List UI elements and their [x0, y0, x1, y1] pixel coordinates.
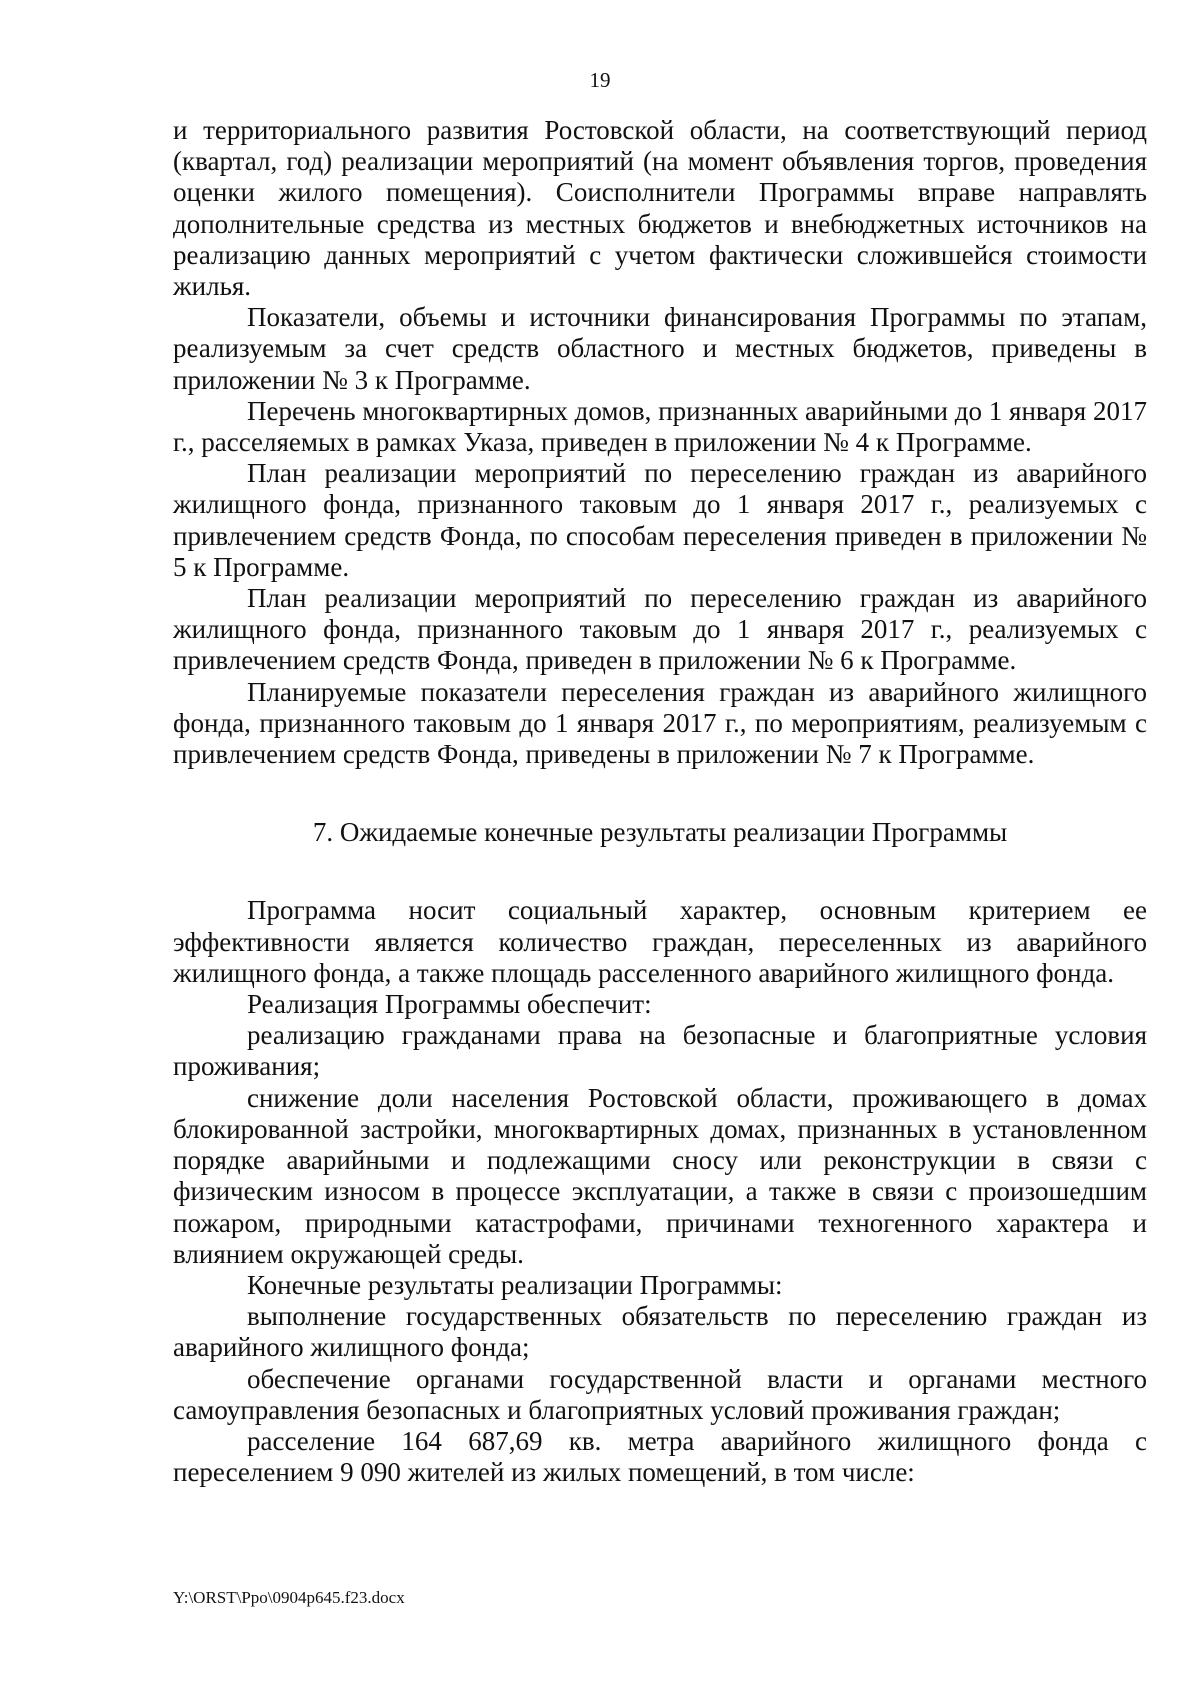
paragraph: Программа носит социальный характер, основным критерием ее эффективности является количество граждан, переселенных из аварийного жилищного фонда, а также площадь расселенного аварийного жилищного фонда. [173, 895, 1147, 988]
paragraph: Планируемые показатели переселения граждан из аварийного жилищного фонда, признанного таковым до 1 января 2017 г., по мероприятиям, реализуемым с привлечением средств Фонда, приведены в приложении № 7 к Программе. [173, 676, 1147, 770]
paragraph: и территориального развития Ростовской области, на соответствующий период (квартал, год) реализации мероприятий (на момент объявления торгов, проведения оценки жилого помещения). Соисполнители Программы вправе направлять дополнительные средства из местных бюджетов и внебюджетных источников на реализацию данных мероприятий с учетом фактически сложившейся стоимости жилья. [173, 115, 1147, 302]
paragraph: План реализации мероприятий по переселению граждан из аварийного жилищного фонда, признанного таковым до 1 января 2017 г., реализуемых с привлечением средств Фонда, приведен в приложении № 6 к Программе. [173, 583, 1147, 676]
document-body [173, 115, 1147, 1488]
paragraph: План реализации мероприятий по переселению граждан из аварийного жилищного фонда, признанного таковым до 1 января 2017 г., реализуемых с привлечением средств Фонда, по способам переселения приведен в приложении № 5 к Программе. [173, 458, 1147, 582]
page-number: 19 [589, 68, 611, 92]
paragraph: обеспечение органами государственной власти и органами местного самоуправления безопасных и благоприятных условий проживания граждан; [173, 1363, 1147, 1425]
paragraph: Реализация Программы обеспечит: [247, 989, 652, 1020]
footer-file-path: Y:\ORST\Ppo\0904p645.f23.docx [173, 1588, 405, 1607]
paragraph: реализацию гражданами права на безопасные и благоприятные условия проживания; [173, 1020, 1147, 1082]
paragraph: Конечные результаты реализации Программы: [247, 1269, 783, 1300]
paragraph: Перечень многоквартирных домов, признанных аварийными до 1 января 2017 г., расселяемых в рамках Указа, приведен в приложении № 4 к Программе. [173, 395, 1147, 458]
paragraph: расселение 164 687,69 кв. метра аварийного жилищного фонда с переселением 9 090 жителей из жилых помещений, в том числе: [173, 1425, 1147, 1488]
paragraph: выполнение государственных обязательств по переселению граждан из аварийного жилищного фонда; [173, 1301, 1147, 1363]
section-heading: 7. Ожидаемые конечные результаты реализации Программы [312, 817, 1008, 848]
paragraph: Показатели, объемы и источники финансирования Программы по этапам, реализуемым за счет средств областного и местных бюджетов, приведены в приложении № 3 к Программе. [173, 302, 1147, 395]
paragraph: снижение доли населения Ростовской области, проживающего в домах блокированной застройки, многоквартирных домах, признанных в установленном порядке аварийными и подлежащими сносу или реконструкции в связи с физическим износом в процессе эксплуатации, а также в связи с произошедшим пожаром, природными катастрофами, причинами техногенного характера и влиянием окружающей среды. [173, 1082, 1147, 1269]
